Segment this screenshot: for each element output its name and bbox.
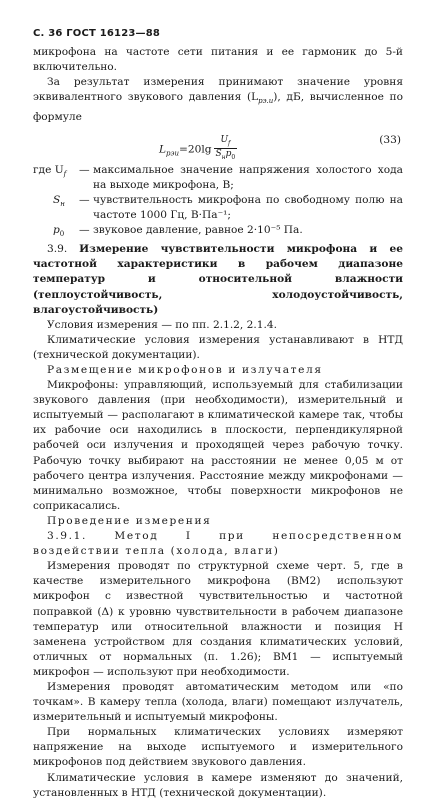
subheading-method-1: 3.9.1. Метод I при непосредственном воздействии тепла (холода, влаги) bbox=[33, 530, 403, 558]
formula-numerator bbox=[214, 135, 238, 150]
def-p0-dash: — bbox=[79, 224, 90, 237]
formula-mid: =20lg bbox=[178, 142, 212, 155]
formula-den-p-sub: 0 bbox=[231, 154, 236, 162]
def-uf-sub: f bbox=[63, 169, 67, 178]
formula-body bbox=[159, 135, 237, 164]
def-sn-dash: — bbox=[79, 193, 90, 206]
def-sn-sym-text: S bbox=[53, 193, 61, 206]
def-p0-sym-text: p bbox=[53, 224, 60, 237]
p2-end: ), дБ, вычисленное по формуле bbox=[33, 91, 403, 123]
def-sn-symbol bbox=[33, 193, 79, 223]
definition-sn bbox=[33, 193, 403, 223]
formula-fraction bbox=[214, 135, 238, 164]
definition-uf bbox=[33, 163, 403, 193]
formula-left: L bbox=[159, 142, 167, 155]
def-uf-text: максимальное значение напряжения холостого хода на выходе микрофона, В; bbox=[93, 163, 403, 191]
formula-number: (33) bbox=[379, 133, 401, 146]
p2-text: За результат измерения принимают значение уровня эквивалентного звукового давления (L bbox=[33, 76, 403, 104]
formula-33 bbox=[33, 127, 403, 163]
section-title: Измерение чувствительности микрофона и ее частотной характеристики в рабочем диапазоне температур и относительной влажности (теплоустойчивость, холодоустойчивость, влагоустойчивость) bbox=[33, 243, 403, 316]
document-page bbox=[33, 26, 403, 801]
def-p0-sub: 0 bbox=[59, 230, 65, 239]
paragraph-normal-conditions: При нормальных климатических условиях измеряют напряжение на выходе испытуемого и измерительного микрофонов под действием звукового давления. bbox=[33, 726, 403, 769]
conditions-line-1: Условия измерения — по пп. 2.1.2, 2.1.4. bbox=[47, 318, 277, 331]
formula-num-symbol: U bbox=[220, 134, 229, 145]
conditions-line-2: Климатические условия измерения устанавливают в НТД (технической документации). bbox=[33, 333, 403, 361]
def-uf-dash: — bbox=[79, 163, 90, 176]
paragraph-continuation: микрофона на частоте сети питания и ее гармоник до 5-й включительно. bbox=[33, 46, 403, 74]
paragraph-climate-change: Климатические условия в камере изменяют до значений, установленных в НТД (технической документации). bbox=[33, 771, 403, 799]
subheading-placement: Размещение микрофонов и излучателя bbox=[47, 364, 323, 376]
def-uf-symbol bbox=[33, 163, 79, 193]
paragraph-method: Измерения проводят по структурной схеме черт. 5, где в качестве измерительного микрофона (BM2) используют микрофон с известной чувствительностью и частотной поправкой (Δ) к уровню чувствительности в рабочем диапазоне температур или относительной влажности и позиция H заменена устройством для создания климатических условий, отличных от нормальных (п. 1.26); BM1 — испытуемый микрофон — используют при необходимости. bbox=[33, 560, 403, 678]
section-heading-3-9 bbox=[33, 242, 403, 317]
def-p0-text: звуковое давление, равное 2·10⁻⁵ Па. bbox=[93, 224, 303, 237]
section-number: 3.9. bbox=[47, 243, 68, 256]
formula-den-symbol: S bbox=[215, 149, 222, 160]
paragraph-placement: Микрофоны: управляющий, используемый для стабилизации звукового давления (при необходимости), измерительный и испытуемый — располагают в климатической камере так, чтобы их рабочие оси находились в плоскости, перпендикулярной рабочей оси излучения и проходящей через рабочую точку. Рабочую точку выбирают на расстоянии не менее 0,05 м от рабочего центра излучения. Расстояние между микрофонами — минимально возможное, чтобы поверхности микрофонов не соприкасались. bbox=[33, 379, 403, 512]
formula-denominator bbox=[214, 149, 238, 163]
definitions bbox=[33, 163, 403, 243]
def-uf-sym-text: где U bbox=[33, 163, 64, 176]
paragraph-automatic: Измерения проводят автоматическим методом или «по точкам». В камеру тепла (холода, влаги) помещают излучатель, измерительный и испытуемый микрофоны. bbox=[33, 680, 403, 724]
formula-den-sub: н bbox=[221, 154, 226, 162]
formula-left-sub: рэи bbox=[166, 149, 179, 158]
def-sn-sub: н bbox=[60, 199, 65, 208]
formula-den-p: p bbox=[225, 149, 232, 160]
def-sn-text: чувствительность микрофона по свободному полю на частоте 1000 Гц, В·Па⁻¹; bbox=[93, 193, 403, 221]
p2-subscript: рэ.и bbox=[258, 97, 274, 106]
subheading-measurement: Проведение измерения bbox=[47, 514, 212, 527]
paragraph-result-definition bbox=[33, 75, 403, 124]
definition-p0 bbox=[33, 223, 403, 242]
def-p0-symbol bbox=[33, 223, 79, 242]
formula-num-sub: f bbox=[228, 139, 231, 147]
page-header: С. 36 ГОСТ 16123—88 bbox=[33, 28, 161, 39]
